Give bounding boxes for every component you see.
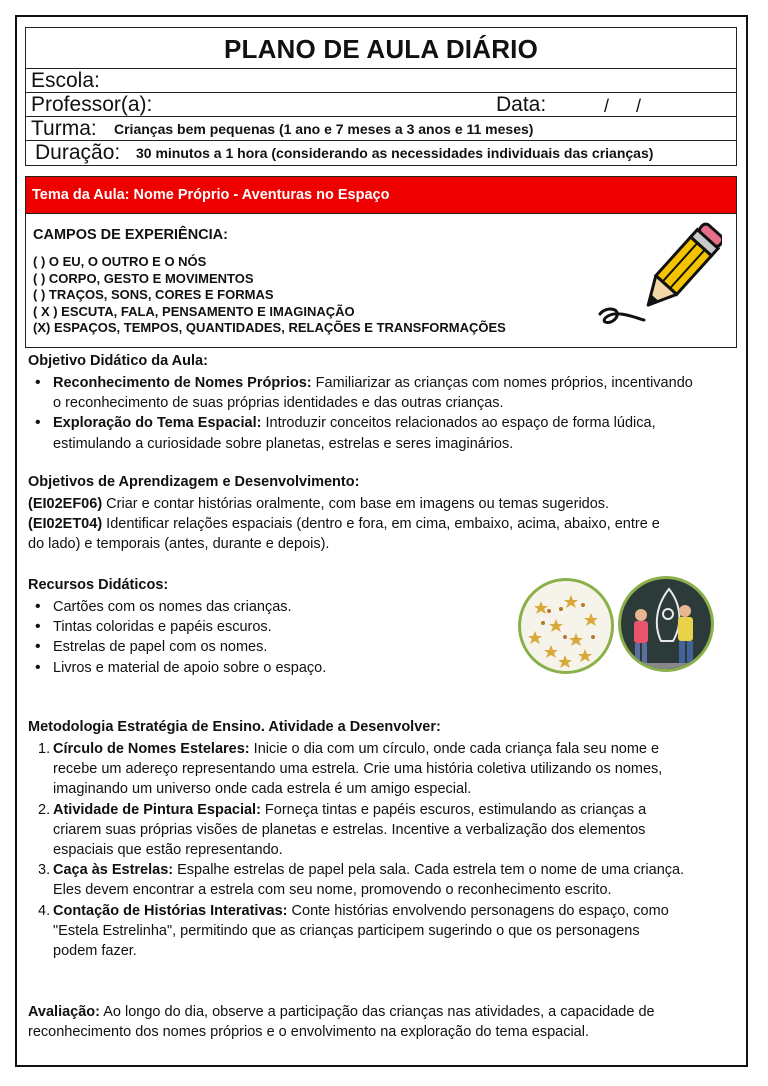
item-bold: Contação de Histórias Interativas: <box>53 902 288 919</box>
class-label: Turma: <box>31 117 97 140</box>
aprendizagem-title: Objetivos de Aprendizagem e Desenvolvimento: <box>28 474 360 490</box>
item-number: 2. <box>38 801 51 818</box>
duration-value: 30 minutos a 1 hora (considerando as necessidades individuais das crianças) <box>136 145 654 161</box>
list-item <box>28 373 740 413</box>
item-text: estimulando a curiosidade sobre planetas, estrelas e seres imaginários. <box>53 435 514 452</box>
stars-image <box>521 581 611 671</box>
item-bold: Círculo de Nomes Estelares: <box>53 741 250 757</box>
avaliacao-text: Ao longo do dia, observe a participação das crianças nas atividades, a capacidade de <box>100 1004 655 1020</box>
campo-item: ( ) TRAÇOS, SONS, CORES E FORMAS <box>33 287 274 303</box>
item-number: 4. <box>38 902 51 919</box>
avaliacao-label: Avaliação: <box>28 1004 100 1020</box>
list-item: • Cartões com os nomes das crianças. <box>28 597 508 617</box>
campo-item: ( ) O EU, O OUTRO E O NÓS <box>33 254 207 269</box>
list-item <box>28 860 740 900</box>
code-line <box>28 514 728 554</box>
header-table <box>25 27 737 166</box>
code-label: (EI02EF06) <box>28 496 103 512</box>
campo-item: ( X ) ESCUTA, FALA, PENSAMENTO E IMAGINAÇÃO <box>33 303 355 319</box>
stars-photo <box>518 578 614 674</box>
item-text: Conte histórias envolvendo personagens do espaço, como <box>287 902 669 919</box>
school-label: Escola: <box>31 69 100 92</box>
theme-bar: Tema da Aula: Nome Próprio - Aventuras no Espaço <box>26 177 736 214</box>
item-text: imaginando um universo onde cada estrela é um amigo especial. <box>53 781 472 798</box>
list-item: • Estrelas de papel com os nomes. <box>28 637 508 657</box>
code-line <box>28 494 728 514</box>
list-item: • Livros e material de apoio sobre o espaço. <box>28 658 508 678</box>
children-photo <box>618 576 714 672</box>
objetivo-list <box>28 373 740 454</box>
list-item <box>28 413 740 453</box>
children-image <box>621 579 711 669</box>
code-text: Identificar relações espaciais (dentro e fora, em cima, embaixo, acima, abaixo, entre e <box>102 516 660 533</box>
item-text: Eles devem encontrar a estrela com seu nome, promovendo o reconhecimento escrito. <box>53 882 612 899</box>
list-item <box>28 800 740 861</box>
campos-list <box>33 254 506 337</box>
date-separator: / <box>604 96 610 116</box>
duration-label: Duração: <box>35 141 121 164</box>
item-text: recebe um adereço representando uma estrela. Crie uma história coletiva utilizando os nomes, <box>53 761 663 778</box>
recursos-list <box>28 597 508 678</box>
list-item: • Tintas coloridas e papéis escuros. <box>28 617 508 637</box>
recursos-title: Recursos Didáticos: <box>28 577 169 593</box>
campo-item: ( ) CORPO, GESTO E MOVIMENTOS <box>33 270 254 286</box>
duration-row <box>26 141 736 165</box>
teacher-label: Professor(a): <box>31 93 153 116</box>
class-row <box>26 117 736 141</box>
school-row <box>26 69 736 93</box>
metodologia-list <box>28 739 740 961</box>
date-label: Data: <box>496 93 547 116</box>
page-title: PLANO DE AULA DIÁRIO <box>26 28 736 69</box>
item-text: Espalhe estrelas de papel pela sala. Cada estrela tem o nome de uma criança. <box>173 862 685 879</box>
teacher-row <box>26 93 736 117</box>
item-text: criarem suas próprias visões de planetas e estrelas. Incentive a verbalização dos elementos <box>53 821 646 838</box>
list-item <box>28 901 740 962</box>
campos-title: CAMPOS DE EXPERIÊNCIA: <box>33 227 228 243</box>
item-text: espaciais que estão representando. <box>53 842 283 859</box>
item-text: Familiarizar as crianças com nomes próprios, incentivando <box>311 375 693 391</box>
item-text: o reconhecimento de suas próprias identidades e das outras crianças. <box>53 395 504 412</box>
metodologia-title: Metodologia Estratégia de Ensino. Atividade a Desenvolver: <box>28 719 441 735</box>
item-bold: Reconhecimento de Nomes Próprios: <box>53 375 312 391</box>
avaliacao-text: reconhecimento dos nomes próprios e o envolvimento na exploração do tema espacial. <box>28 1024 589 1041</box>
code-text: do lado) e temporais (antes, durante e depois). <box>28 536 330 553</box>
item-text: Forneça tintas e papéis escuros, estimulando as crianças a <box>260 801 647 818</box>
avaliacao <box>28 1002 728 1042</box>
code-text: Criar e contar histórias oralmente, com base em imagens ou temas sugeridos. <box>102 496 610 512</box>
item-number: 1. <box>38 741 51 757</box>
aprendizagem-codes <box>28 494 728 555</box>
class-value: Crianças bem pequenas (1 ano e 7 meses a 3 anos e 11 meses) <box>114 121 534 137</box>
item-text: "Estela Estrelinha", permitindo que as crianças participem sugerindo o que os personagens <box>53 922 640 939</box>
objetivo-title: Objetivo Didático da Aula: <box>28 353 208 369</box>
pencil-icon <box>592 222 722 334</box>
item-number: 3. <box>38 862 51 879</box>
item-bold: Atividade de Pintura Espacial: <box>53 801 261 818</box>
list-item <box>28 739 740 800</box>
item-bold: Caça às Estrelas: <box>53 862 174 879</box>
item-text: Inicie o dia com um círculo, onde cada criança fala seu nome e <box>249 741 660 757</box>
item-bold: Exploração do Tema Espacial: <box>53 415 262 432</box>
code-label: (EI02ET04) <box>28 516 103 533</box>
item-text: podem fazer. <box>53 943 137 960</box>
campo-item: (X) ESPAÇOS, TEMPOS, QUANTIDADES, RELAÇÕES E TRANSFORMAÇÕES <box>33 320 506 336</box>
date-separator: / <box>636 96 642 116</box>
item-text: Introduzir conceitos relacionados ao espaço de forma lúdica, <box>261 415 656 432</box>
